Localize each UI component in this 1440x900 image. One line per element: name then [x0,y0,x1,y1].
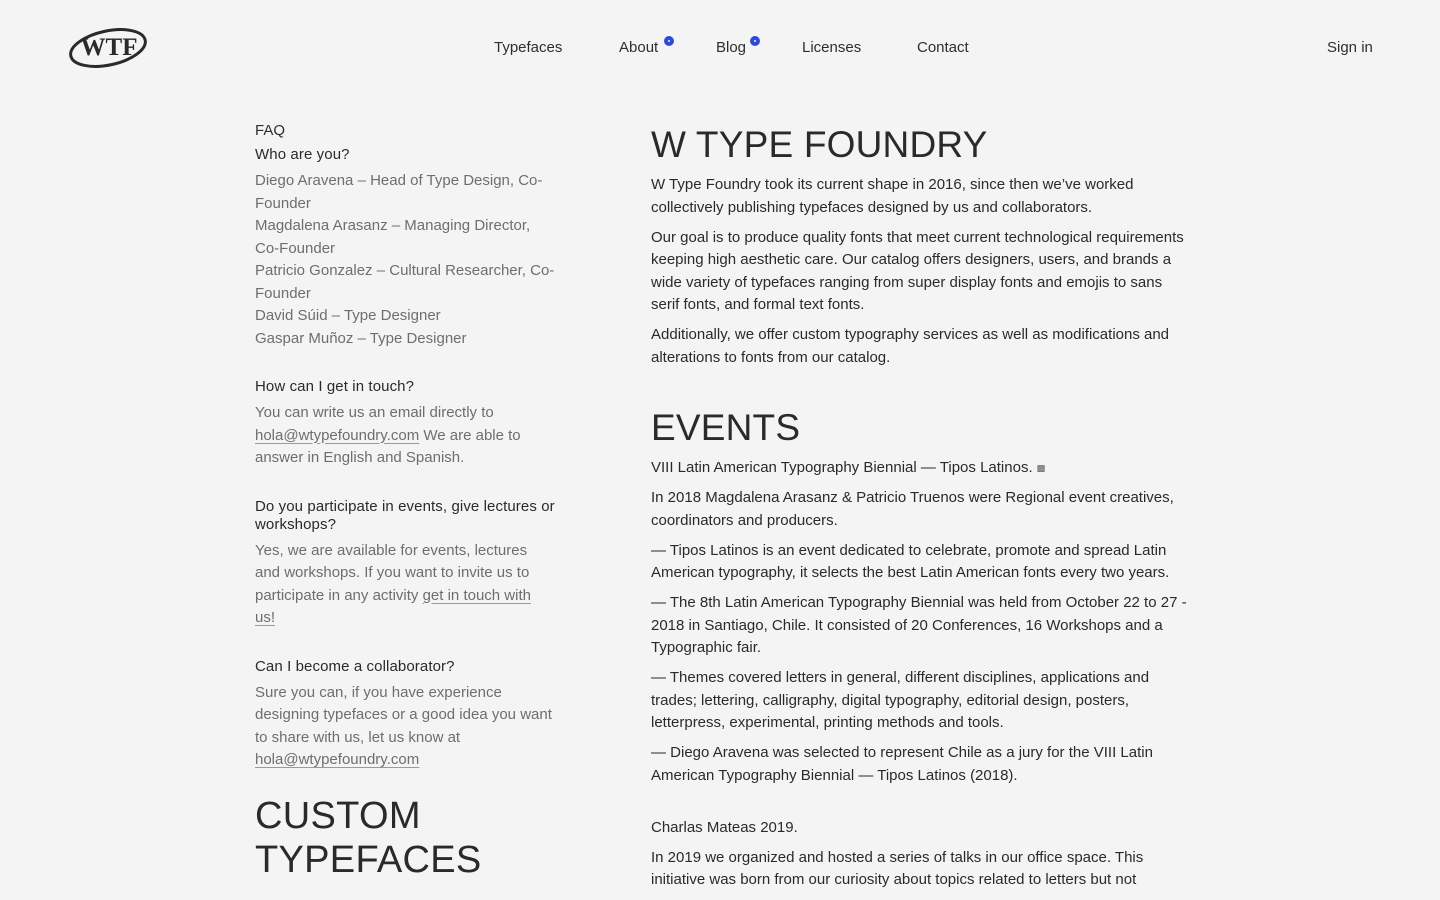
event-paragraph: In 2019 we organized and hosted a series of talks in our office space. This initiative was born from our curiosity about topics related to letters but not [651,848,1144,889]
event-title: Charlas Mateas 2019. [651,818,798,836]
intro-paragraph: Our goal is to produce quality fonts that meet current technological requirements keeping high aesthetic care. Our catalog offers designers, users, and brands a wide variety of typefaces ranging from super display fonts and emojis to sans serif fonts, and formal text fonts. [651,228,1184,313]
nav-licenses[interactable]: Licenses [802,39,862,56]
faq-events [255,498,555,630]
get-in-touch-link[interactable]: get in touch with us! [255,586,531,626]
events-heading: EVENTS [651,407,801,448]
team-member: Magdalena Arasanz – Managing Director, Co-Founder [255,217,531,257]
event-paragraph: — The 8th Latin American Typography Biennial was held from October 22 to 27 - 2018 in Santiago, Chile. It consisted of 20 Conferences, 16 Workshops and a Typographic fair. [651,594,1187,657]
email-link[interactable]: hola@wtypefoundry.com [255,426,420,444]
team-member: Diego Aravena – Head of Type Design, Co-Founder [255,172,543,212]
team-member: Gaspar Muñoz – Type Designer [255,329,467,347]
nav-about[interactable]: About [619,38,658,58]
about-column [651,124,1191,899]
new-indicator-icon [664,36,674,46]
event-paragraph: — Diego Aravena was selected to represent Chile as a jury for the VIII Latin American Typography Biennial — Tipos Latinos (2018). [651,744,1153,784]
faq-contact [255,378,555,470]
team-member: David Súid – Type Designer [255,307,441,324]
sign-in-link[interactable]: Sign in [1327,39,1373,56]
custom-typefaces-heading: CUSTOM TYPEFACES [255,794,482,881]
site-header [0,0,1440,96]
faq-question: Who are you? [255,146,350,163]
email-link[interactable]: hola@wtypefoundry.com [255,751,420,768]
intro-paragraph: W Type Foundry took its current shape in 2016, since then we’ve worked collectively publishing typefaces designed by us and collaborators. [651,176,1134,216]
event-title: VIII Latin American Typography Biennial — Tipos Latinos. ▩ [651,457,1191,480]
faq-column [255,120,555,882]
new-indicator-icon [750,36,760,46]
faq-question: Can I become a collaborator? [255,657,455,675]
intro-paragraph: Additionally, we offer custom typography services as well as modifications and alterations to fonts from our catalog. [651,326,1170,366]
svg-text:WTF: WTF [80,34,138,61]
event-paragraph: — Themes covered letters in general, different disciplines, applications and trades; lettering, calligraphy, digital typography, editorial design, posters, letterpress, experimental, printing methods and tools. [651,669,1150,732]
nav-typefaces[interactable]: Typefaces [494,39,563,56]
faq-question: Do you participate in events, give lectures or workshops? [255,497,555,533]
faq-answer: You can write us an email directly to hola@wtypefoundry.com We are able to answer in English and Spanish. [255,404,521,466]
main-nav [0,38,1440,60]
faq-answer: Sure you can, if you have experience designing typefaces or a good idea you want to share with us, let us know at hola@wtypefoundry.com [255,683,552,768]
event-paragraph: In 2018 Magdalena Arasanz & Patricio Truenos were Regional event creatives, coordinators and producers. [651,489,1174,529]
team-list [255,170,555,350]
nav-blog[interactable]: Blog [716,38,746,58]
nav-contact[interactable]: Contact [917,39,969,56]
team-member: Patricio Gonzalez – Cultural Researcher, Co-Founder [255,262,555,302]
event-paragraph: — Tipos Latinos is an event dedicated to celebrate, promote and spread Latin American typography, it selects the best Latin American fonts every two years. [651,541,1170,582]
trophy-icon: ▩ [1036,463,1046,473]
page-title: W TYPE FOUNDRY [651,124,988,165]
faq-collaborator [255,658,555,772]
faq-question: How can I get in touch? [255,378,415,395]
faq-label: FAQ [255,122,286,139]
faq-answer: Yes, we are available for events, lectures and workshops. If you want to invite us to participate in any activity get in touch with us! [255,541,531,626]
faq-who [255,146,555,350]
spacer [651,795,1191,817]
